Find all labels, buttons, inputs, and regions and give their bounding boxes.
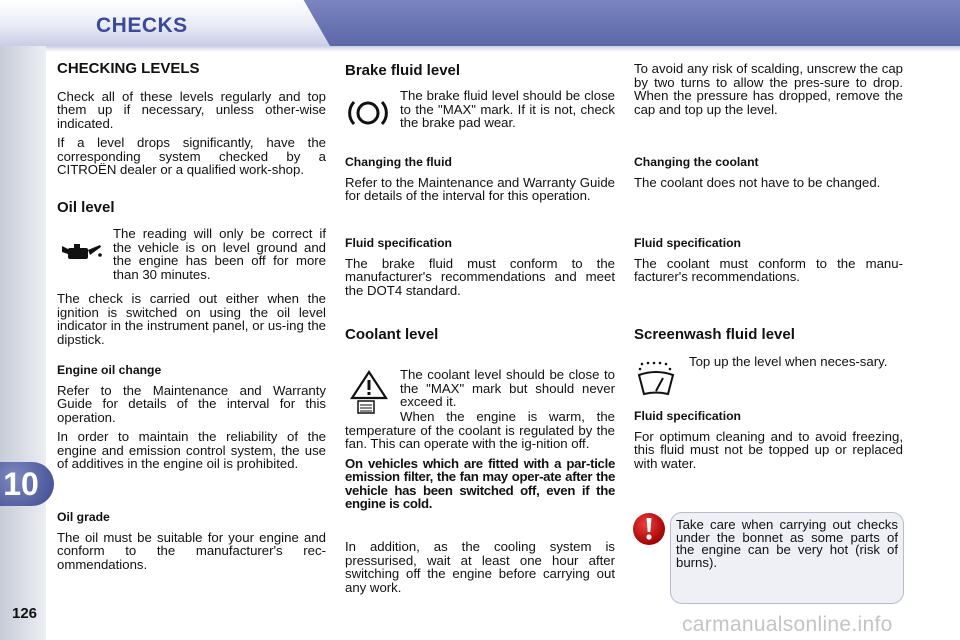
- changing-coolant-heading: Changing the coolant: [634, 155, 759, 169]
- warning-text: Take care when carrying out checks under the bonnet as some parts of the engine can be very hot (risk of burns).: [676, 517, 898, 570]
- oil-change-text-1: Refer to the Maintenance and Warranty Guide for details of the interval for this operation.: [57, 382, 326, 425]
- oil-icon-text-block: [113, 227, 326, 287]
- brake-icon-text: The brake fluid level should be close to the "MAX" mark. If it is not, check the brake pad wear.: [400, 88, 615, 130]
- coolant-icon-text: The coolant level should be close to the "MAX" mark but should never exceed it.: [400, 367, 615, 409]
- coolant-spec-heading: Fluid specification: [634, 236, 741, 250]
- brake-warning-icon: [347, 96, 389, 135]
- coolant-warm-block: [345, 410, 615, 517]
- header-shadow: [0, 46, 960, 52]
- coolant-addition-text: In addition, as the cooling system is pressurised, wait at least one hour after switching off the engine before carrying out any work.: [345, 539, 615, 595]
- exclamation-icon: [631, 511, 667, 552]
- brake-fluid-spec-heading: Fluid specification: [345, 236, 452, 250]
- screenwash-icon: [636, 361, 676, 402]
- brake-fluid-spec-text: The brake fluid must conform to the manufacturer's recommendations and meet the DOT4 standard.: [345, 255, 615, 298]
- brake-fluid-heading: Brake fluid level: [345, 62, 461, 79]
- intro-paragraph-2: If a level drops significantly, have the corresponding system checked by a CITROËN dealer or a qualified work-shop.: [57, 135, 326, 177]
- intro-paragraph-1: Check all of these levels regularly and top them up if necessary, unless other-wise indicated.: [57, 88, 326, 131]
- oil-check-block: [57, 292, 326, 352]
- chapter-sidebar: [0, 46, 46, 640]
- screenwash-icon-text-block: [689, 355, 903, 375]
- screenwash-icon-text: Top up the level when neces-sary.: [689, 354, 888, 369]
- engine-oil-change-heading: Engine oil change: [57, 363, 162, 377]
- screenwash-spec-text: For optimum cleaning and to avoid freezing, this fluid must not be topped up or replaced with water.: [634, 428, 903, 471]
- coolant-addition-block: [345, 540, 615, 600]
- coolant-icon-text-block: [400, 368, 615, 415]
- chapter-number: 10: [0, 462, 54, 506]
- coolant-spec-text: The coolant must conform to the manu-facturer's recommendations.: [634, 255, 903, 284]
- coolant-particle-filter-text: On vehicles which are fitted with a par-ticle emission filter, the fan may oper-ate after the vehicle has been switched off, even if the engine is cold.: [345, 455, 615, 511]
- oil-change-text-2: In order to maintain the reliability of the engine and emission control system, the use of additives in the engine oil is prohibited.: [57, 429, 326, 471]
- oil-check-text: The check is carried out either when the ignition is switched on using the oil level indicator in the instrument panel, or us-ing the dipstick.: [57, 291, 326, 347]
- checking-levels-heading: CHECKING LEVELS: [57, 60, 200, 77]
- page-title: CHECKS: [96, 14, 188, 37]
- brake-icon-text-block: [400, 89, 615, 136]
- brake-fluid-spec-block: [345, 237, 615, 303]
- oil-icon-text: The reading will only be correct if the vehicle is on level ground and the engine has been off for more than 30 minutes.: [113, 226, 326, 282]
- coolant-spec-block: [634, 237, 903, 290]
- changing-coolant-block: [634, 156, 903, 195]
- watermark: carmanualsonline.info: [682, 613, 893, 636]
- changing-fluid-heading: Changing the fluid: [345, 155, 452, 169]
- oil-grade-text: The oil must be suitable for your engine and conform to the manufacturer's rec-ommendations.: [57, 529, 326, 572]
- oil-grade-heading: Oil grade: [57, 510, 110, 524]
- coolant-warm-text: When the engine is warm, the temperature of the coolant is regulated by the fan. This can operate with the ig-nition off.: [345, 409, 615, 451]
- changing-coolant-text: The coolant does not have to be changed.: [634, 174, 881, 190]
- screenwash-heading: Screenwash fluid level: [634, 326, 795, 343]
- page-number: 126: [12, 605, 38, 622]
- screenwash-spec-heading: Fluid specification: [634, 409, 741, 423]
- scald-text: To avoid any risk of scalding, unscrew the cap by two turns to allow the pres-sure to drop. When the pressure has dropped, remove the cap and top up the level.: [634, 61, 903, 117]
- changing-fluid-text: Refer to the Maintenance and Warranty Guide for details of the interval for this operation.: [345, 174, 615, 203]
- oil-level-heading: Oil level: [57, 199, 115, 216]
- oil-grade-block: [57, 511, 326, 577]
- coolant-level-heading: Coolant level: [345, 326, 439, 343]
- changing-fluid-block: [345, 156, 615, 209]
- oil-change-block: [57, 364, 326, 477]
- scald-block: [634, 62, 903, 122]
- screenwash-spec-block: [634, 410, 903, 476]
- left-column: [57, 62, 326, 183]
- oil-can-icon: [60, 240, 104, 271]
